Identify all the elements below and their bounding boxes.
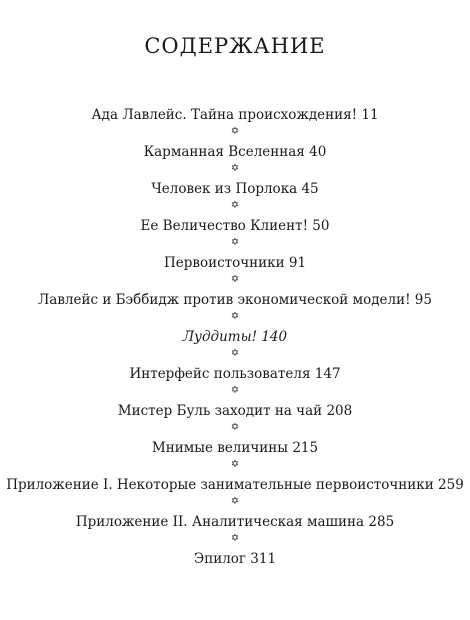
toc-entry [0, 328, 470, 365]
star-ornament-icon: ✡ [230, 348, 240, 359]
toc-entry-text: Ее Величество Клиент! 50 [140, 218, 330, 234]
toc-entry [0, 106, 470, 143]
toc-entry [0, 476, 470, 513]
toc-entry [0, 291, 470, 328]
star-ornament-icon: ✡ [230, 200, 240, 211]
star-ornament-icon: ✡ [230, 422, 240, 433]
toc-entry [0, 180, 470, 217]
toc-entry-text: Приложение I. Некоторые занимательные первоисточники 259 [6, 477, 464, 493]
toc-entry [0, 439, 470, 476]
star-ornament-icon: ✡ [230, 385, 240, 396]
star-ornament-icon: ✡ [230, 459, 240, 470]
toc-entry-text: Интерфейс пользователя 147 [129, 366, 341, 382]
star-ornament-icon: ✡ [230, 533, 240, 544]
toc-entry [0, 402, 470, 439]
star-ornament-icon: ✡ [230, 237, 240, 248]
page-title: СОДЕРЖАНИЕ [144, 34, 326, 58]
star-ornament-icon: ✡ [230, 311, 240, 322]
toc-entry [0, 513, 470, 550]
toc-entry-text: Приложение II. Аналитическая машина 285 [75, 514, 395, 530]
toc-entry-text: Первоисточники 91 [163, 255, 307, 271]
star-ornament-icon: ✡ [230, 163, 240, 174]
toc-entry [0, 550, 470, 587]
toc-entry-text: Луддиты! 140 [182, 329, 288, 345]
toc-entry-text: Мнимые величины 215 [151, 440, 319, 456]
star-ornament-icon: ✡ [230, 126, 240, 137]
toc-entry-text: Эпилог 311 [193, 551, 277, 567]
toc-list [0, 106, 470, 587]
toc-entry-text: Мистер Буль заходит на чай 208 [117, 403, 353, 419]
star-ornament-icon: ✡ [230, 274, 240, 285]
toc-entry [0, 143, 470, 180]
toc-entry [0, 254, 470, 291]
toc-entry [0, 365, 470, 402]
toc-entry-text: Лавлейс и Бэббидж против экономической модели! 95 [38, 292, 432, 308]
toc-entry [0, 217, 470, 254]
toc-entry-text: Карманная Вселенная 40 [143, 144, 327, 160]
star-ornament-icon: ✡ [230, 496, 240, 507]
toc-entry-text: Человек из Порлока 45 [151, 181, 319, 197]
toc-entry-text: Ада Лавлейс. Тайна происхождения! 11 [91, 107, 379, 123]
